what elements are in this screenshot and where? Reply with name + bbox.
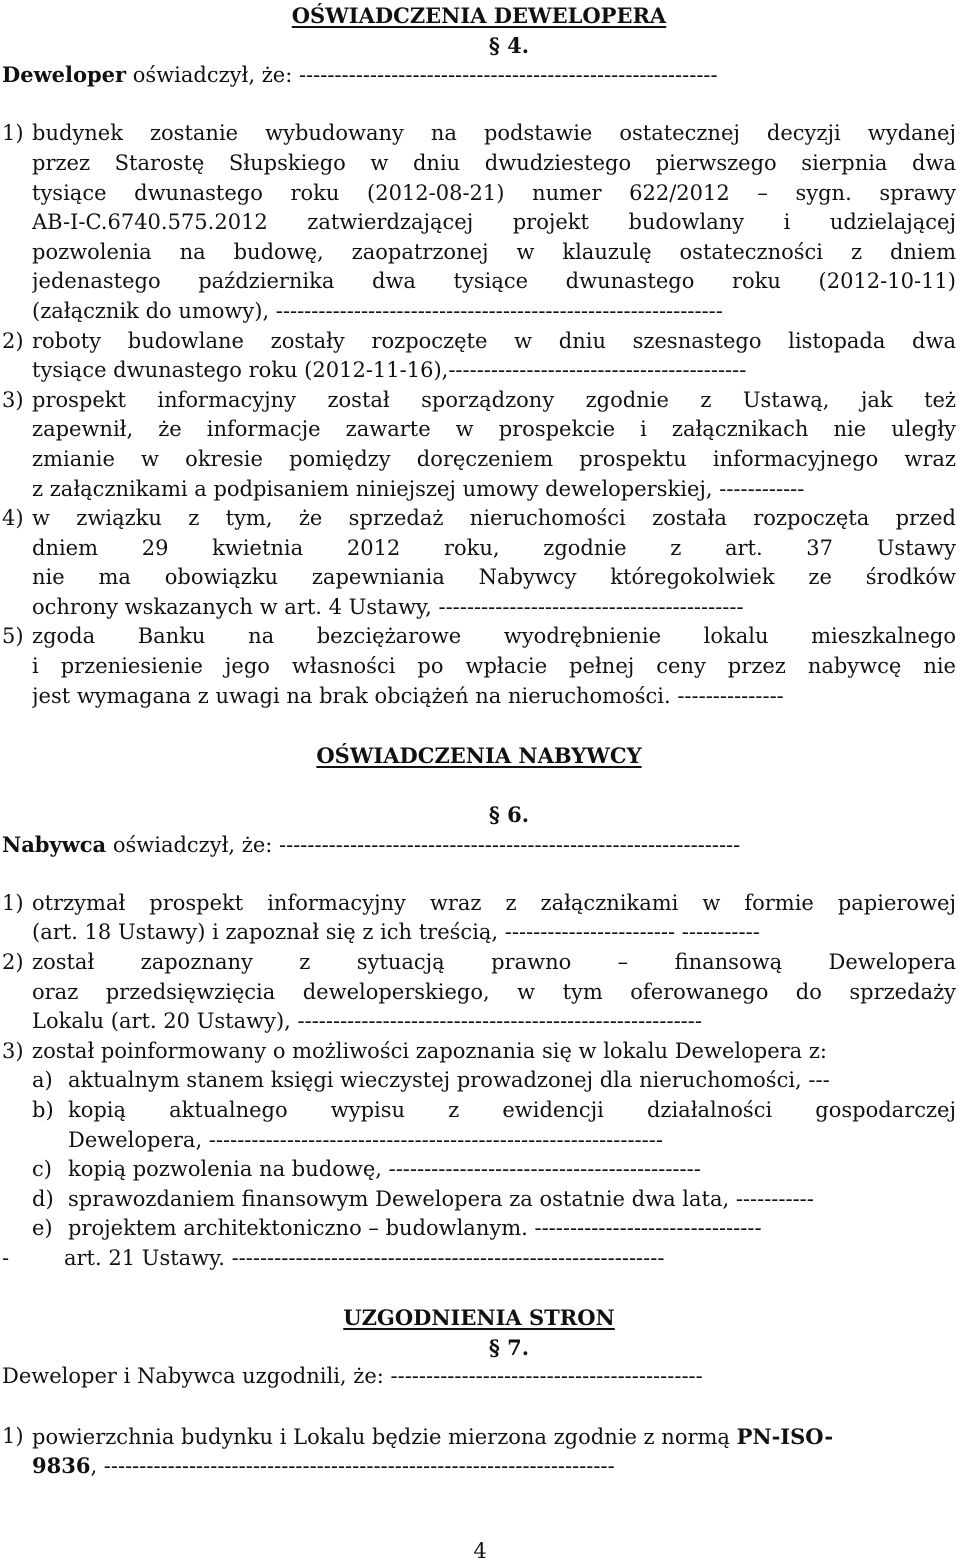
developer-item-marker: 1): [2, 121, 24, 146]
buyer-subitem-marker: a): [32, 1068, 53, 1093]
developer-item-1: [2, 119, 956, 326]
developer-item-marker: 2): [2, 328, 24, 353]
developer-item-line: pozwolenia na budowę, zaopatrzonej w klauzulę ostateczności z dniem: [32, 239, 956, 264]
spacer: [2, 90, 956, 120]
agreement-item-1: 1) powierzchnia budynku i Lokalu będzie mierzona zgodnie z normą PN-ISO- 9836, ------------------------------------------------------------------------: [2, 1422, 956, 1481]
developer-item-line: AB-I-C.6740.575.2012 zatwierdzającej projekt budowlany i udzielającej: [32, 210, 956, 235]
developer-item-line: ochrony wskazanych w art. 4 Ustawy, -------------------------------------------: [32, 594, 744, 619]
developer-item-line: w związku z tym, że sprzedaż nieruchomości została rozpoczęta przed: [32, 506, 956, 531]
buyer-subitem-marker: c): [32, 1157, 52, 1182]
developer-item-line: roboty budowlane zostały rozpoczęte w dniu szesnastego listopada dwa: [32, 328, 956, 353]
developer-item-2: [2, 327, 956, 386]
agreement-item-1-line-2: 9836, ------------------------------------------------------------------------: [32, 1453, 615, 1479]
developer-item-line: tysiące dwunastego roku (2012-08-21) numer 622/2012 – sygn. sprawy: [32, 180, 956, 205]
buyer-subitem-line: aktualnym stanem księgi wieczystej prowadzonej dla nieruchomości, ---: [68, 1068, 830, 1093]
heading-developer-statements: OŚWIADCZENIA DEWELOPERA: [291, 3, 667, 28]
developer-item-line: nie ma obowiązku zapewniania Nabywcy któregokolwiek ze środków: [32, 565, 956, 590]
developer-item-line: z załącznikami a podpisaniem niniejszej umowy deweloperskiej, ------------: [32, 476, 805, 501]
developer-item-line: jedenastego października dwa tysiące dwunastego roku (2012-10-11): [32, 269, 956, 294]
buyer-subitem-2: [2, 1096, 956, 1155]
buyer-item-line: został zapoznany z sytuacją prawno – finansową Dewelopera: [32, 950, 956, 974]
buyer-subitem-3: [2, 1155, 956, 1185]
buyer-subitems-list: [2, 1066, 956, 1244]
developer-item-line: budynek zostanie wybudowany na podstawie ostatecznej decyzji wydanej: [32, 121, 956, 146]
developer-item-line: jest wymagana z uwagi na brak obciążeń na nieruchomości. ---------------: [32, 683, 784, 708]
buyer-subitem-line: projektem architektoniczno – budowlanym. --------------------------------: [68, 1216, 762, 1241]
developer-item-marker: 4): [2, 506, 24, 531]
buyer-item-line: Lokalu (art. 20 Ustawy), ---------------------------------------------------------: [32, 1009, 702, 1034]
buyer-subitem-line: sprawozdaniem finansowym Dewelopera za ostatnie dwa lata, -----------: [68, 1186, 814, 1211]
buyer-item-3: [2, 1037, 956, 1067]
buyer-items-list: [2, 889, 956, 1067]
agreement-item-1-line-1: powierzchnia budynku i Lokalu będzie mierzona zgodnie z normą PN-ISO-: [32, 1423, 834, 1449]
agreements-intro: Deweloper i Nabywca uzgodnili, że: --------------------------------------------: [2, 1364, 703, 1389]
buyer-subitem-4: [2, 1185, 956, 1215]
developer-item-line: tysiące dwunastego roku (2012-11-16),------------------------------------------: [32, 358, 747, 383]
buyer-item-2: [2, 948, 956, 1037]
developer-item-4: [2, 504, 956, 622]
buyer-subitem-marker: e): [32, 1216, 53, 1241]
developer-item-marker: 3): [2, 387, 24, 412]
developer-item-marker: 5): [2, 624, 24, 649]
developer-item-line: zgoda Banku na bezciężarowe wyodrębnienie lokalu mieszkalnego: [32, 624, 956, 649]
spacer: [2, 711, 956, 741]
buyer-subitem-5: [2, 1214, 956, 1244]
heading-buyer-statements: OŚWIADCZENIA NABYWCY: [316, 742, 642, 768]
developer-item-line: przez Starostę Słupskiego w dniu dwudziestego pierwszego sierpnia dwa: [32, 150, 956, 175]
buyer-item-1: [2, 889, 956, 948]
spacer: [2, 770, 956, 800]
buyer-item-marker: 3): [2, 1038, 24, 1063]
buyer-item-line: (art. 18 Ustawy) i zapoznał się z ich treścią, ------------------------ -----------: [32, 920, 760, 945]
developer-item-line: zapewnił, że informacje zawarte w prospekcie i załącznikach nie uległy: [32, 417, 956, 442]
buyer-subitem-marker: b): [32, 1097, 54, 1122]
buyer-item-line: został poinformowany o możliwości zapoznania się w lokalu Dewelopera z:: [32, 1038, 827, 1063]
developer-item-5: [2, 622, 956, 711]
buyer-subitem-line: kopią aktualnego wypisu z ewidencji działalności gospodarczej: [68, 1097, 956, 1122]
developer-items-list: [2, 119, 956, 711]
section-6: § 6.: [488, 802, 530, 828]
buyer-intro: Nabywca oświadczył, że: -----------------------------------------------------------------: [2, 831, 741, 857]
page-number: 4: [473, 1539, 487, 1563]
developer-item-line: (załącznik do umowy), ---------------------------------------------------------------: [32, 298, 723, 323]
buyer-subitem-line: Dewelopera, ----------------------------------------------------------------: [68, 1127, 663, 1152]
spacer: [2, 1392, 956, 1422]
spacer: [2, 859, 956, 889]
buyer-subitem-line: kopią pozwolenia na budowę, --------------------------------------------: [68, 1157, 701, 1182]
buyer-subitem-marker: d): [32, 1186, 54, 1211]
buyer-item-marker: 1): [2, 890, 24, 915]
spacer: [2, 1274, 956, 1304]
developer-intro: Deweloper oświadczył, że: -----------------------------------------------------------: [2, 62, 718, 88]
section-7: § 7.: [488, 1334, 530, 1360]
section-4: § 4.: [488, 32, 530, 58]
developer-item-line: i przeniesienie jego własności po wpłacie pełnej ceny przez nabywcę nie: [32, 654, 956, 679]
art21-line: - art. 21 Ustawy. -------------------------------------------------------------: [2, 1245, 665, 1270]
developer-item-line: dniem 29 kwietnia 2012 roku, zgodnie z art. 37 Ustawy: [32, 535, 956, 560]
buyer-item-line: otrzymał prospekt informacyjny wraz z załącznikami w formie papierowej: [32, 890, 956, 915]
developer-item-3: [2, 386, 956, 504]
developer-item-line: zmianie w okresie pomiędzy doręczeniem prospektu informacyjnego wraz: [32, 446, 956, 471]
buyer-item-marker: 2): [2, 950, 24, 974]
buyer-subitem-1: [2, 1066, 956, 1096]
heading-agreements: UZGODNIENIA STRON: [343, 1305, 615, 1331]
buyer-item-line: oraz przedsięwzięcia deweloperskiego, w tym oferowanego do sprzedaży: [32, 979, 956, 1004]
developer-item-line: prospekt informacyjny został sporządzony zgodnie z Ustawą, jak też: [32, 387, 956, 412]
document-page: [2, 0, 956, 1481]
